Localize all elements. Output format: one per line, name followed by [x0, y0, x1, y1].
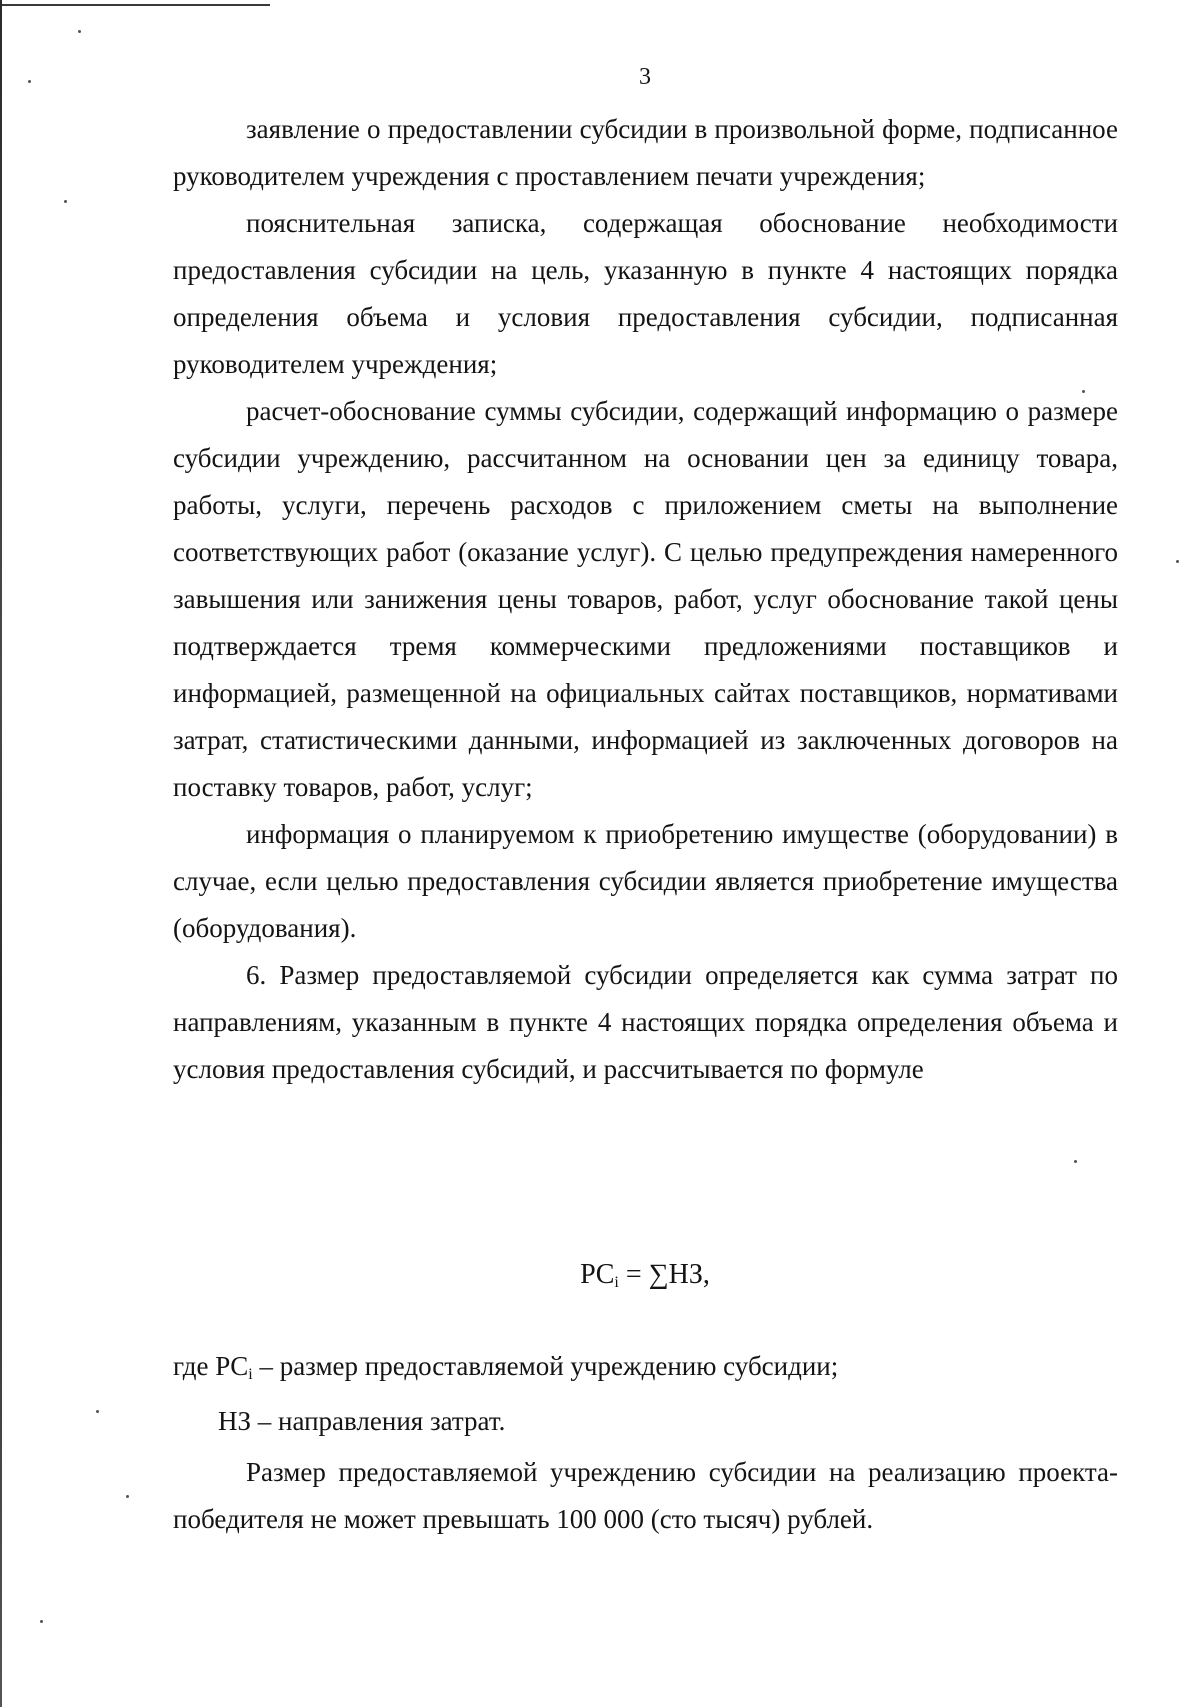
scan-edge-top	[0, 4, 270, 6]
paragraph-application: заявление о предоставлении субсидии в произвольной форме, подписанное руководителем учреждения с проставлением печати учреждения;	[173, 114, 1118, 191]
scan-speck	[40, 1620, 43, 1623]
scan-speck	[1074, 1160, 1077, 1163]
formula-lhs-subscript: i	[614, 1274, 619, 1291]
where-clause	[173, 1343, 1118, 1398]
document-body-top	[173, 106, 1118, 1093]
scan-speck	[126, 1495, 129, 1498]
scan-edge-left	[0, 0, 2, 1707]
where-definition: – размер предоставляемой учреждению субсидии;	[252, 1351, 839, 1381]
paragraph-explanatory-note: пояснительная записка, содержащая обоснование необходимости предоставления субсидии на цель, указанную в пункте 4 настоящих порядка определения объема и условия предоставления субсидии, подписанная руководителем учреждения;	[173, 208, 1118, 379]
nz-definition: НЗ – направления затрат.	[218, 1406, 506, 1436]
page-number: 3	[639, 64, 651, 90]
scan-speck	[64, 200, 67, 203]
scan-speck	[78, 30, 81, 33]
formula-lhs: PC	[580, 1259, 615, 1290]
formula	[0, 1255, 1200, 1303]
paragraph-calculation: расчет-обоснование суммы субсидии, содержащий информацию о размере субсидии учреждению, рассчитанном на основании цен за единицу товара, работы, услуги, перечень расходов с приложением сметы на выполнение соответствующих работ (оказание услуг). С целью предупреждения намеренного завышения или занижения цены товаров, работ, услуг обоснование такой цены подтверждается тремя коммерческими предложениями поставщиков и информацией, размещенной на официальных сайтах поставщиков, нормативами затрат, статистическими данными, информацией из заключенных договоров на поставку товаров, работ, услуг;	[173, 396, 1118, 802]
paragraph-property-info: информация о планируемом к приобретению имуществе (оборудовании) в случае, если целью предоставления субсидии является приобретение имущества (оборудования).	[173, 819, 1118, 943]
where-prefix: где PC	[173, 1351, 249, 1381]
document-body-bottom	[173, 1343, 1118, 1543]
paragraph-max-amount: Размер предоставляемой учреждению субсидии на реализацию проекта-победителя не может превышать 100 000 (сто тысяч) рублей.	[173, 1457, 1118, 1534]
formula-rhs: = ∑НЗ,	[618, 1259, 710, 1290]
scan-speck	[96, 1410, 99, 1413]
paragraph-section-6: 6. Размер предоставляемой субсидии определяется как сумма затрат по направлениям, указанным в пункте 4 настоящих порядка определения объема и условия предоставления субсидий, и рассчитывается по формуле	[173, 960, 1118, 1084]
where-subscript: i	[248, 1366, 253, 1383]
scan-speck	[1176, 560, 1179, 563]
